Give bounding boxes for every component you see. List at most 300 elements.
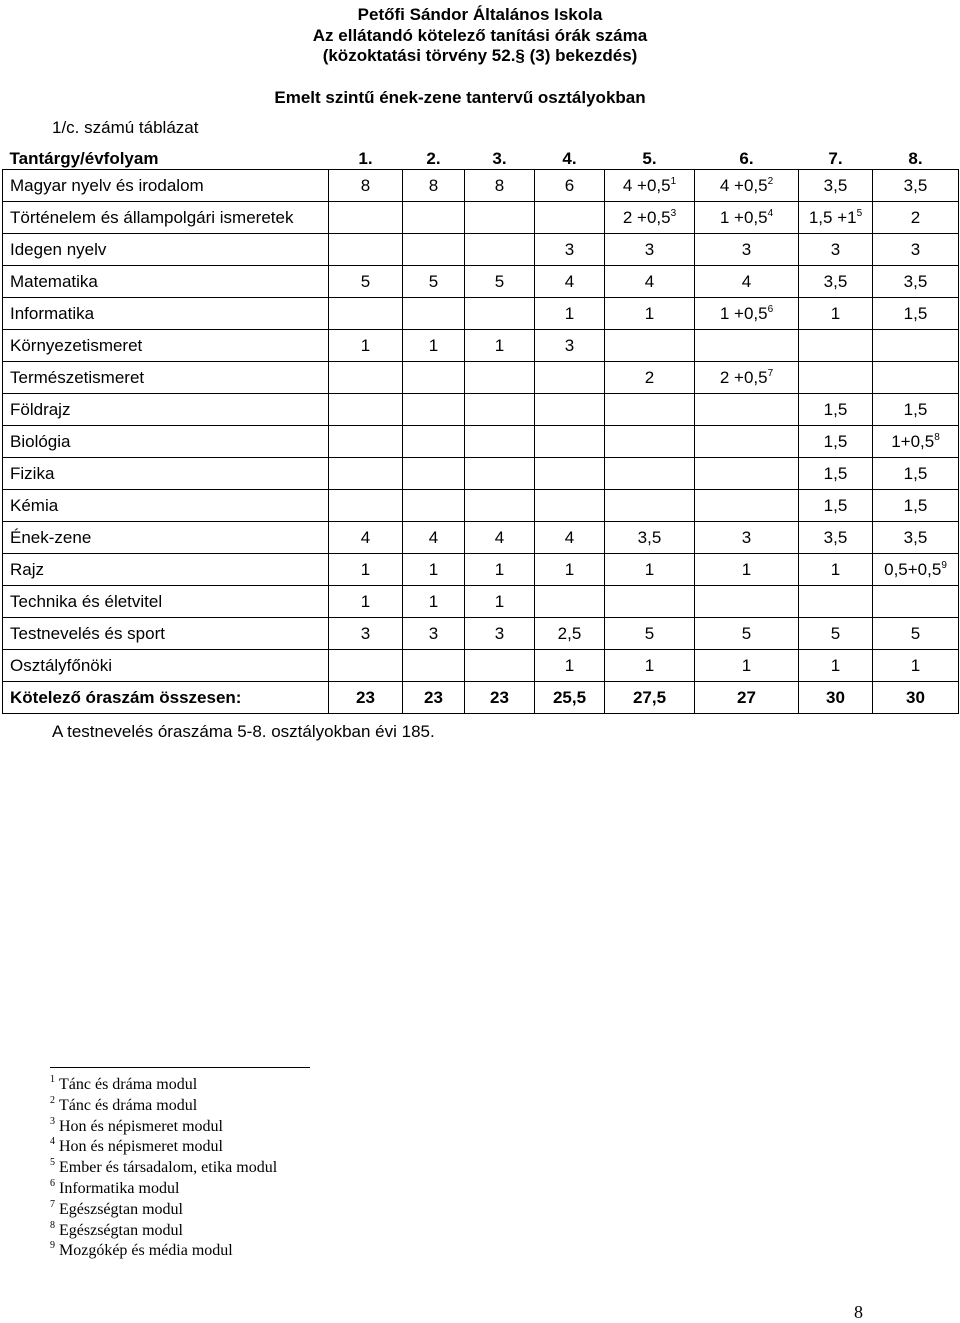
hours-cell	[329, 362, 403, 394]
hours-value: 2	[910, 207, 921, 227]
footnote-number: 4	[50, 1136, 55, 1148]
hours-cell	[873, 586, 959, 618]
hours-cell	[605, 298, 695, 330]
grade-header: 2.	[426, 149, 441, 168]
hours-cell	[695, 490, 799, 522]
hours-cell	[873, 362, 959, 394]
hours-cell	[403, 266, 465, 298]
hours-cell	[535, 298, 605, 330]
table-row	[3, 426, 959, 458]
hours-cell	[465, 202, 535, 234]
hours-cell	[873, 202, 959, 234]
table-row	[3, 394, 959, 426]
hours-cell	[799, 522, 873, 554]
footnote-number: 8	[50, 1219, 55, 1231]
table-header-row	[3, 149, 959, 170]
footnote-ref: 6	[767, 303, 774, 315]
hours-value: 3	[830, 239, 841, 259]
hours-cell	[799, 394, 873, 426]
footnote-number: 2	[50, 1094, 55, 1106]
footnote-text: Informatika modul	[59, 1179, 180, 1197]
hours-cell	[535, 170, 605, 202]
hours-cell	[403, 426, 465, 458]
footnote-ref: 7	[767, 367, 774, 379]
table-row	[3, 650, 959, 682]
hours-cell	[403, 202, 465, 234]
grade-header: 6.	[739, 149, 754, 168]
hours-cell	[403, 522, 465, 554]
footnote-item	[50, 1117, 277, 1138]
hours-value: 4	[360, 527, 371, 547]
hours-value: 3	[644, 239, 655, 259]
hours-cell	[799, 362, 873, 394]
hours-cell	[465, 394, 535, 426]
footnote-number: 9	[50, 1240, 55, 1252]
hours-value: 1	[741, 655, 752, 675]
hours-value: 1	[494, 559, 505, 579]
hours-value: 5	[428, 271, 439, 291]
document-title: Az ellátandó kötelező tanítási órák száma	[312, 26, 648, 45]
footnote-ref: 9	[941, 559, 947, 571]
hours-cell	[799, 426, 873, 458]
subject-name: Természetismeret	[3, 362, 329, 394]
hours-value: 1	[830, 655, 841, 675]
hours-cell	[873, 490, 959, 522]
footnote-text: Ember és társadalom, etika modul	[59, 1159, 278, 1177]
table-row	[3, 202, 959, 234]
hours-cell	[873, 426, 959, 458]
hours-cell	[799, 330, 873, 362]
hours-value: 5	[494, 271, 505, 291]
hours-value: 1	[644, 303, 655, 323]
hours-cell	[465, 522, 535, 554]
subject-name: Rajz	[3, 554, 329, 586]
footnote-text: Egészségtan modul	[59, 1200, 183, 1218]
hours-cell	[695, 458, 799, 490]
hours-cell	[403, 458, 465, 490]
hours-cell	[465, 650, 535, 682]
hours-value: 2 +0,5	[622, 207, 671, 227]
grade-header: 7.	[828, 149, 843, 168]
footnote-number: 5	[50, 1157, 55, 1169]
hours-cell	[799, 650, 873, 682]
hours-value: 5	[910, 623, 921, 643]
table-row	[3, 458, 959, 490]
footnotes	[50, 1075, 277, 1262]
hours-value: 1,5	[903, 303, 928, 323]
hours-cell	[873, 650, 959, 682]
table-row	[3, 330, 959, 362]
hours-cell	[403, 618, 465, 650]
header-subject-label: Tantárgy/évfolyam	[9, 149, 159, 168]
hours-cell	[403, 298, 465, 330]
footnote-number: 7	[50, 1198, 55, 1210]
hours-value: 3,5	[823, 271, 848, 291]
table-row	[3, 490, 959, 522]
hours-value: 1,5	[823, 399, 848, 419]
hours-cell	[535, 650, 605, 682]
footnote-text: Tánc és dráma modul	[59, 1076, 198, 1093]
table-label: 1/c. számú táblázat	[52, 118, 199, 137]
hours-cell	[695, 650, 799, 682]
hours-cell	[605, 586, 695, 618]
hours-cell	[873, 522, 959, 554]
hours-value: 1,5	[823, 495, 848, 515]
hours-cell	[695, 426, 799, 458]
hours-cell	[799, 554, 873, 586]
hours-cell	[403, 362, 465, 394]
hours-value: 2	[644, 367, 655, 387]
hours-cell	[329, 618, 403, 650]
grade-header: 1.	[358, 149, 373, 168]
hours-cell	[329, 234, 403, 266]
hours-cell	[799, 618, 873, 650]
hours-cell	[465, 554, 535, 586]
hours-cell	[403, 554, 465, 586]
hours-cell	[535, 554, 605, 586]
hours-cell	[465, 618, 535, 650]
table-subtitle: Emelt szintű ének-zene tantervű osztályokban	[274, 88, 646, 107]
hours-cell	[535, 618, 605, 650]
page-number: 8	[854, 1302, 863, 1322]
hours-value: 4	[564, 527, 575, 547]
hours-cell	[465, 490, 535, 522]
footnote-text: Hon és népismeret modul	[59, 1117, 223, 1135]
hours-value: 1	[360, 335, 371, 355]
hours-value: 8	[494, 175, 505, 195]
hours-value: 3	[741, 527, 752, 547]
hours-value: 3,5	[823, 527, 848, 547]
hours-cell	[605, 170, 695, 202]
table-row	[3, 234, 959, 266]
footnote-text: Hon és népismeret modul	[59, 1138, 223, 1156]
hours-cell	[465, 330, 535, 362]
hours-cell	[873, 170, 959, 202]
hours-cell	[695, 330, 799, 362]
hours-value: 6	[564, 175, 575, 195]
hours-cell	[873, 554, 959, 586]
hours-value: 3	[428, 623, 439, 643]
hours-cell	[799, 458, 873, 490]
footnote-item	[50, 1096, 277, 1117]
table-row	[3, 554, 959, 586]
hours-cell	[535, 586, 605, 618]
hours-cell	[695, 522, 799, 554]
subject-name: Környezetismeret	[3, 330, 329, 362]
hours-cell	[403, 586, 465, 618]
subject-name: Kémia	[3, 490, 329, 522]
hours-value: 0,5+0,5	[884, 559, 942, 579]
footnote-text: Egészségtan modul	[59, 1221, 183, 1239]
hours-cell	[873, 458, 959, 490]
footnote-ref: 5	[856, 207, 863, 219]
hours-cell	[403, 490, 465, 522]
hours-value: 1	[564, 655, 575, 675]
subject-name: Magyar nyelv és irodalom	[3, 170, 329, 202]
hours-cell	[329, 586, 403, 618]
subject-name: Testnevelés és sport	[3, 618, 329, 650]
hours-value: 1	[428, 559, 439, 579]
hours-cell	[873, 330, 959, 362]
hours-value: 8	[428, 175, 439, 195]
hours-cell	[535, 234, 605, 266]
hours-cell	[329, 394, 403, 426]
hours-cell	[695, 394, 799, 426]
hours-cell	[465, 170, 535, 202]
hours-value: 1	[741, 559, 752, 579]
hours-value: 1	[830, 303, 841, 323]
subject-name: Osztályfőnöki	[3, 650, 329, 682]
hours-cell	[329, 298, 403, 330]
hours-cell	[329, 202, 403, 234]
hours-value: 1	[910, 655, 921, 675]
hours-cell	[329, 650, 403, 682]
hours-cell	[535, 202, 605, 234]
hours-value: 4	[564, 271, 575, 291]
hours-value: 3,5	[903, 527, 928, 547]
hours-cell	[465, 458, 535, 490]
hours-value: 1 +0,5	[719, 303, 768, 323]
hours-value: 1	[494, 335, 505, 355]
subject-name: Történelem és állampolgári ismeretek	[3, 202, 329, 234]
hours-value: 1	[564, 303, 575, 323]
hours-cell	[873, 394, 959, 426]
hours-value: 3,5	[637, 527, 662, 547]
table-row	[3, 266, 959, 298]
hours-value: 5	[360, 271, 371, 291]
hours-cell	[799, 170, 873, 202]
total-value: 23	[329, 682, 403, 714]
hours-cell	[329, 490, 403, 522]
subject-name: Földrajz	[3, 394, 329, 426]
hours-cell	[403, 330, 465, 362]
footnote-number: 6	[50, 1177, 55, 1189]
hours-cell	[329, 554, 403, 586]
hours-cell	[329, 170, 403, 202]
hours-value: 1	[428, 335, 439, 355]
hours-value: 1,5 +1	[808, 207, 857, 227]
hours-cell	[329, 266, 403, 298]
hours-cell	[799, 490, 873, 522]
hours-cell	[535, 490, 605, 522]
footnote-ref: 8	[934, 431, 940, 443]
hours-cell	[605, 202, 695, 234]
subject-name: Fizika	[3, 458, 329, 490]
hours-cell	[329, 458, 403, 490]
hours-cell	[873, 266, 959, 298]
hours-value: 4	[494, 527, 505, 547]
hours-value: 1,5	[823, 463, 848, 483]
subject-name: Idegen nyelv	[3, 234, 329, 266]
hours-cell	[605, 522, 695, 554]
footnote-number: 3	[50, 1115, 55, 1127]
hours-value: 1	[644, 559, 655, 579]
hours-value: 2,5	[557, 623, 582, 643]
hours-value: 4	[644, 271, 655, 291]
hours-value: 4 +0,5	[622, 175, 671, 195]
hours-cell	[605, 618, 695, 650]
hours-cell	[403, 650, 465, 682]
hours-value: 5	[830, 623, 841, 643]
table-row	[3, 618, 959, 650]
hours-value: 1	[830, 559, 841, 579]
hours-cell	[695, 618, 799, 650]
hours-value: 5	[644, 623, 655, 643]
hours-cell	[403, 234, 465, 266]
footnote-ref: 4	[767, 207, 774, 219]
table-row	[3, 298, 959, 330]
hours-cell	[403, 394, 465, 426]
table-row	[3, 586, 959, 618]
hours-cell	[605, 426, 695, 458]
hours-cell	[465, 298, 535, 330]
hours-value: 1 +0,5	[719, 207, 768, 227]
total-value: 25,5	[535, 682, 605, 714]
hours-cell	[465, 586, 535, 618]
hours-cell	[465, 426, 535, 458]
total-label: Kötelező óraszám összesen:	[3, 682, 329, 714]
hours-cell	[605, 394, 695, 426]
hours-value: 3	[910, 239, 921, 259]
total-value: 30	[873, 682, 959, 714]
pe-note: A testnevelés óraszáma 5-8. osztályokban évi 185.	[52, 722, 435, 741]
footnote-ref: 1	[670, 175, 677, 187]
hours-cell	[605, 490, 695, 522]
footnote-text: Mozgókép és média modul	[59, 1242, 233, 1260]
hours-cell	[873, 234, 959, 266]
footnote-item	[50, 1137, 277, 1158]
hours-value: 3,5	[903, 271, 928, 291]
hours-value: 3,5	[903, 175, 928, 195]
hours-cell	[873, 298, 959, 330]
total-row	[3, 682, 959, 714]
hours-value: 1	[360, 591, 371, 611]
hours-cell	[799, 234, 873, 266]
subject-name: Biológia	[3, 426, 329, 458]
grade-header: 8.	[908, 149, 923, 168]
total-value: 30	[799, 682, 873, 714]
footnote-ref: 3	[670, 207, 677, 219]
hours-value: 3	[360, 623, 371, 643]
footnote-item	[50, 1179, 277, 1200]
total-value: 23	[465, 682, 535, 714]
hours-cell	[605, 458, 695, 490]
hours-cell	[695, 170, 799, 202]
hours-cell	[535, 522, 605, 554]
table-row	[3, 522, 959, 554]
hours-cell	[695, 586, 799, 618]
hours-value: 5	[741, 623, 752, 643]
hours-cell	[605, 330, 695, 362]
footnote-item	[50, 1200, 277, 1221]
footnote-item	[50, 1158, 277, 1179]
footnote-separator	[50, 1067, 310, 1068]
hours-value: 1,5	[823, 431, 848, 451]
legal-reference: (közoktatási törvény 52.§ (3) bekezdés)	[322, 46, 638, 65]
table-row	[3, 170, 959, 202]
hours-cell	[605, 266, 695, 298]
grade-header: 3.	[492, 149, 507, 168]
hours-value: 2 +0,5	[719, 367, 768, 387]
hours-table	[2, 149, 959, 714]
hours-cell	[465, 234, 535, 266]
hours-cell	[605, 234, 695, 266]
hours-cell	[535, 426, 605, 458]
total-value: 27,5	[605, 682, 695, 714]
hours-cell	[535, 394, 605, 426]
hours-value: 3	[564, 239, 575, 259]
hours-cell	[695, 234, 799, 266]
hours-value: 3,5	[823, 175, 848, 195]
hours-value: 1	[564, 559, 575, 579]
hours-cell	[329, 426, 403, 458]
hours-value: 1,5	[903, 399, 928, 419]
hours-cell	[535, 266, 605, 298]
hours-cell	[799, 298, 873, 330]
hours-cell	[329, 330, 403, 362]
school-name: Petőfi Sándor Általános Iskola	[357, 5, 603, 24]
subject-name: Informatika	[3, 298, 329, 330]
footnote-number: 1	[50, 1074, 55, 1085]
hours-cell	[605, 554, 695, 586]
hours-value: 3	[564, 335, 575, 355]
hours-cell	[403, 170, 465, 202]
hours-value: 1,5	[903, 495, 928, 515]
hours-cell	[535, 362, 605, 394]
hours-value: 1	[360, 559, 371, 579]
table-row	[3, 362, 959, 394]
subject-name: Ének-zene	[3, 522, 329, 554]
hours-value: 1	[428, 591, 439, 611]
hours-cell	[695, 202, 799, 234]
hours-value: 1,5	[903, 463, 928, 483]
hours-value: 4 +0,5	[719, 175, 768, 195]
hours-cell	[873, 618, 959, 650]
subject-name: Technika és életvitel	[3, 586, 329, 618]
footnote-ref: 2	[767, 175, 774, 187]
hours-cell	[465, 266, 535, 298]
total-value: 27	[695, 682, 799, 714]
hours-value: 8	[360, 175, 371, 195]
hours-value: 4	[428, 527, 439, 547]
hours-cell	[535, 458, 605, 490]
hours-cell	[695, 298, 799, 330]
total-value: 23	[403, 682, 465, 714]
footnote-item	[50, 1241, 277, 1262]
hours-cell	[535, 330, 605, 362]
hours-cell	[695, 362, 799, 394]
hours-cell	[799, 586, 873, 618]
hours-cell	[799, 266, 873, 298]
grade-header: 4.	[562, 149, 577, 168]
grade-header: 5.	[642, 149, 657, 168]
footnote-text: Tánc és dráma modul	[59, 1096, 198, 1114]
hours-value: 1+0,5	[891, 431, 935, 451]
hours-value: 4	[741, 271, 752, 291]
footnote-item	[50, 1075, 277, 1096]
hours-value: 3	[741, 239, 752, 259]
subject-name: Matematika	[3, 266, 329, 298]
hours-cell	[329, 522, 403, 554]
hours-value: 3	[494, 623, 505, 643]
hours-cell	[605, 650, 695, 682]
hours-cell	[605, 362, 695, 394]
hours-cell	[799, 202, 873, 234]
footnote-item	[50, 1221, 277, 1242]
hours-cell	[695, 266, 799, 298]
hours-value: 1	[494, 591, 505, 611]
hours-cell	[465, 362, 535, 394]
